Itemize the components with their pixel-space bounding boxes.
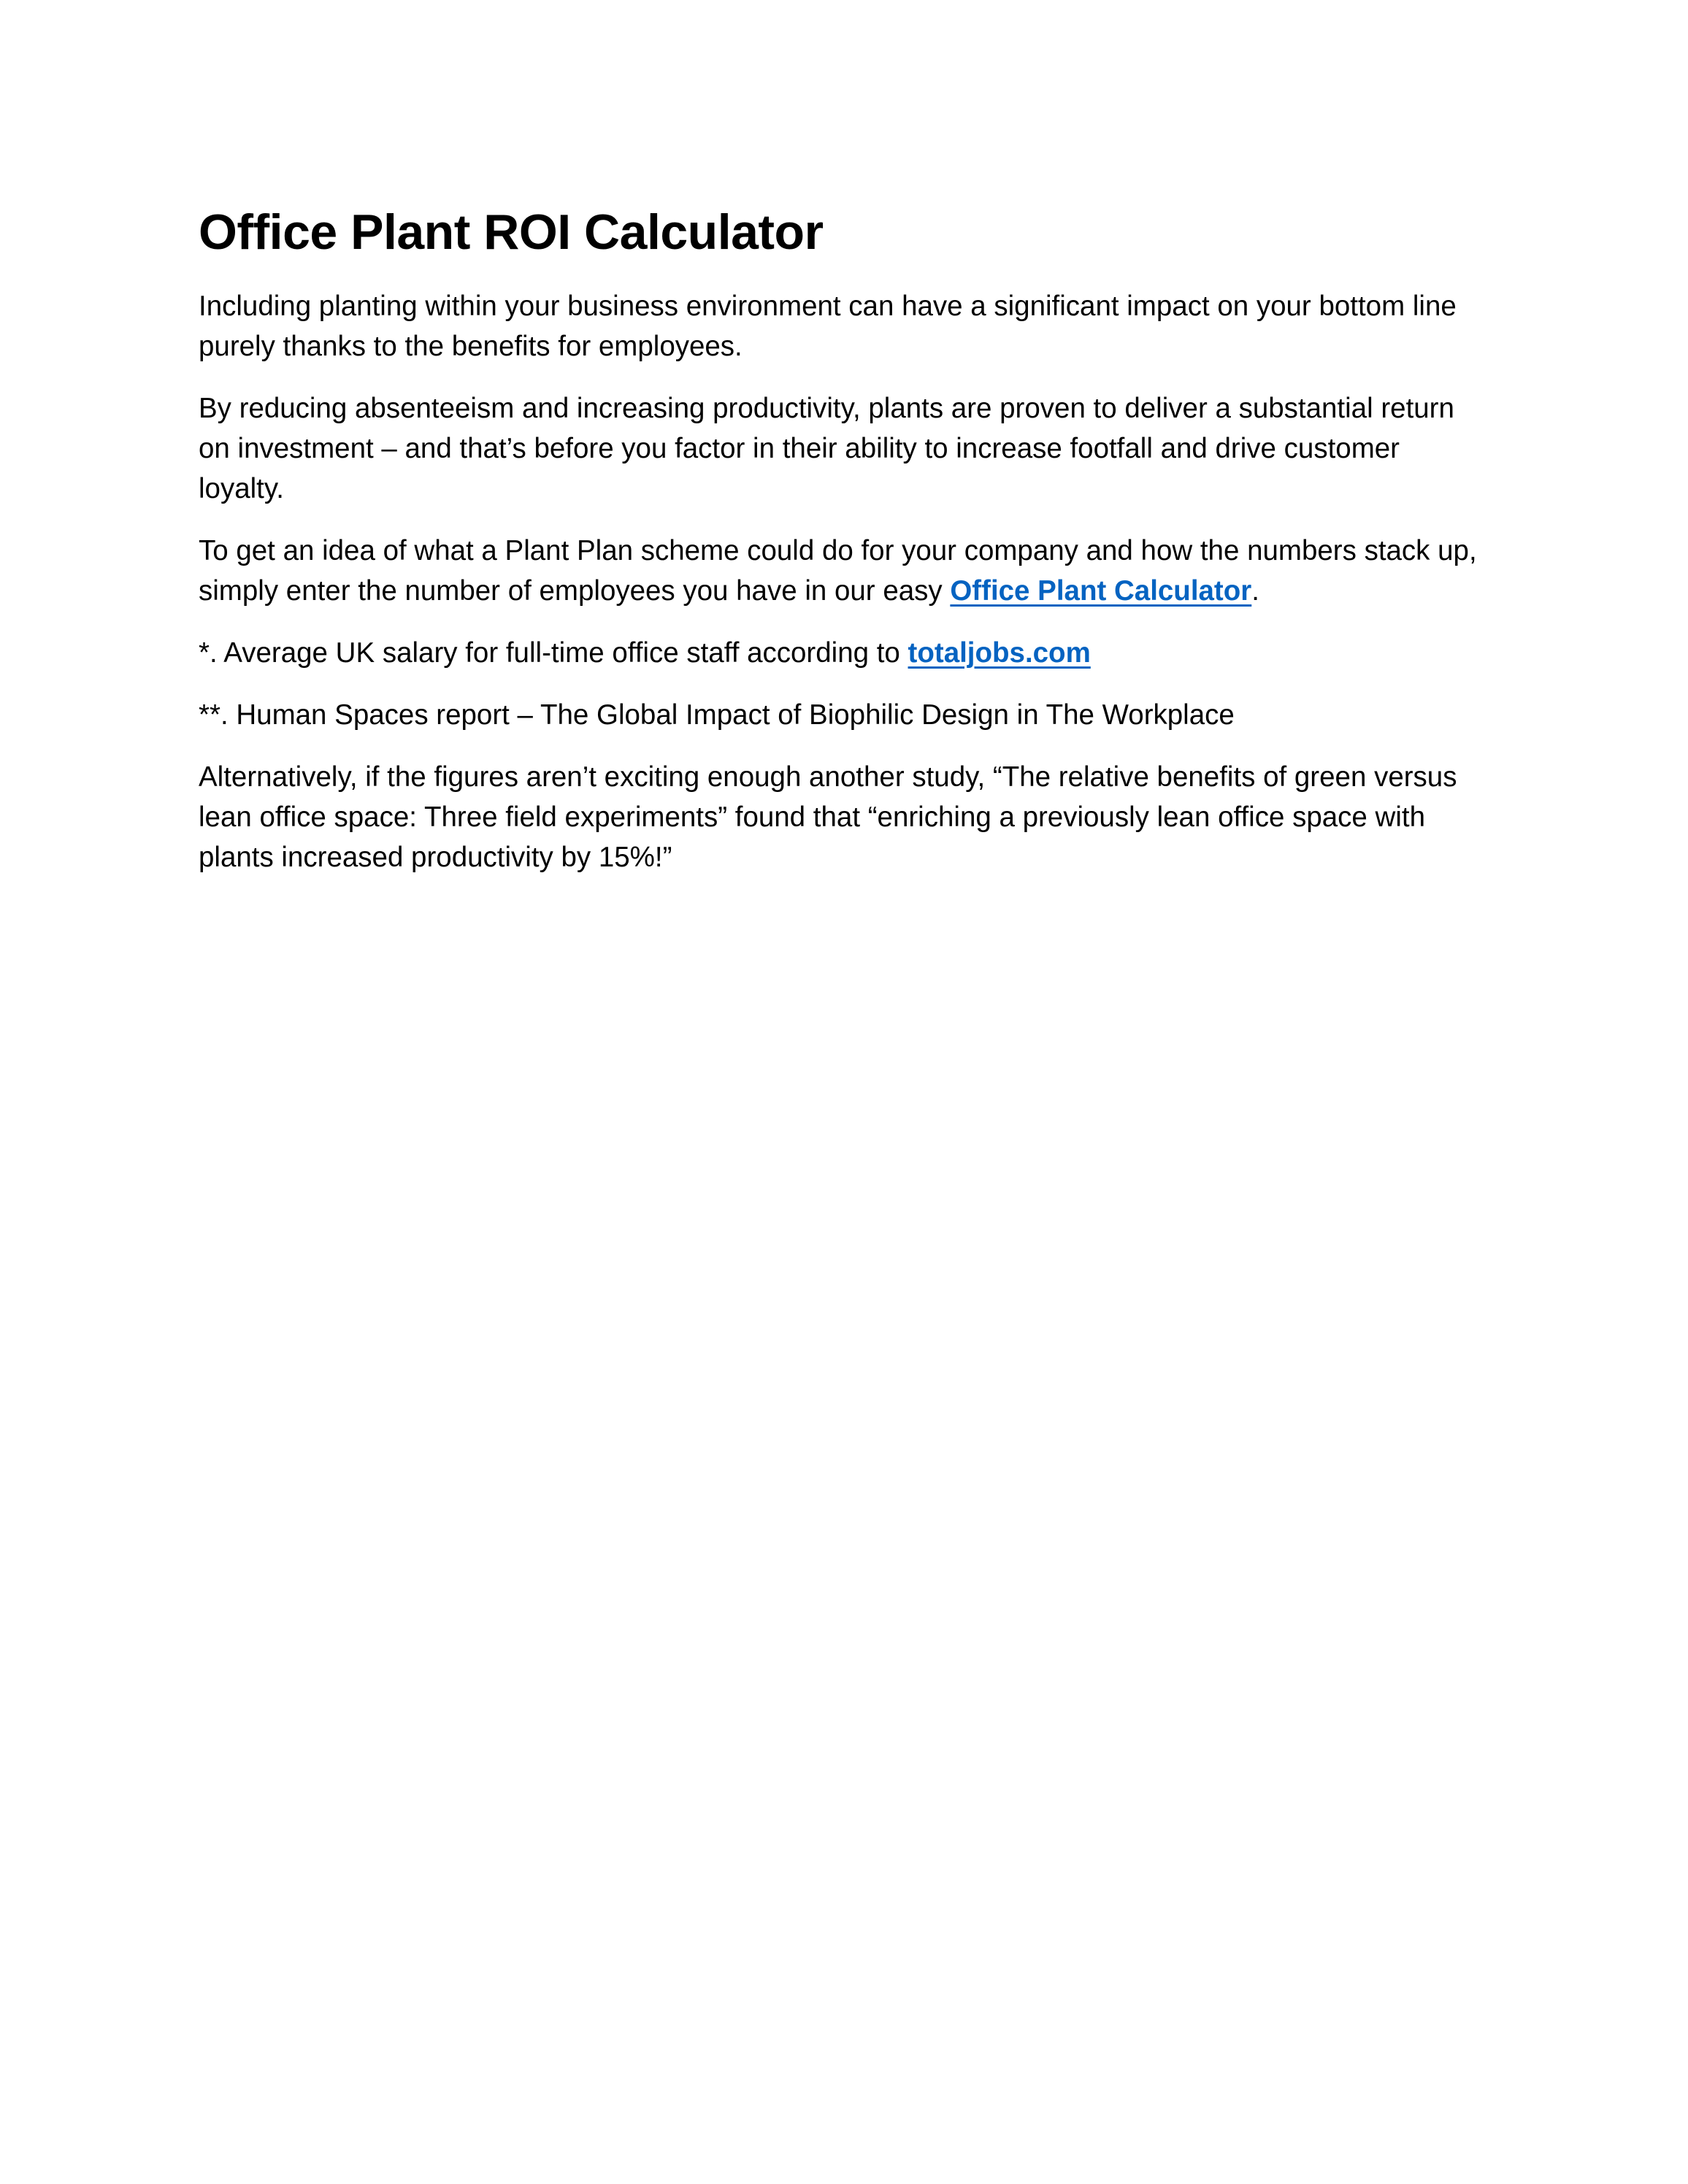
human-spaces-footnote: **. Human Spaces report – The Global Impact of Biophilic Design in The Workplace xyxy=(199,699,1235,731)
office-plant-calculator-link[interactable]: Office Plant Calculator xyxy=(950,575,1252,607)
intro-paragraph: Including planting within your business environment can have a significant impact on your bottom line purely thanks to the benefits for employees. xyxy=(199,291,1457,362)
calculator-paragraph xyxy=(199,531,1491,611)
salary-footnote-text: *. Average UK salary for full-time office staff according to xyxy=(199,637,908,669)
document-page xyxy=(199,199,1491,899)
study-paragraph: Alternatively, if the figures aren’t exciting enough another study, “The relative benefits of green versus lean office space: Three field experiments” found that “enriching a previously lean office space with plants increased productivity by 15%!” xyxy=(199,761,1457,873)
salary-footnote xyxy=(199,633,1491,673)
benefits-paragraph: By reducing absenteeism and increasing productivity, plants are proven to deliver a substantial return on investment – and that’s before you factor in their ability to increase footfall and drive customer loyalty. xyxy=(199,393,1454,504)
totaljobs-link[interactable]: totaljobs.com xyxy=(908,637,1091,669)
calculator-paragraph-text: To get an idea of what a Plant Plan scheme could do for your company and how the numbers stack up, simply enter the number of employees you have in our easy xyxy=(199,535,1477,607)
page-title: Office Plant ROI Calculator xyxy=(199,204,824,260)
calculator-paragraph-period: . xyxy=(1251,575,1259,607)
